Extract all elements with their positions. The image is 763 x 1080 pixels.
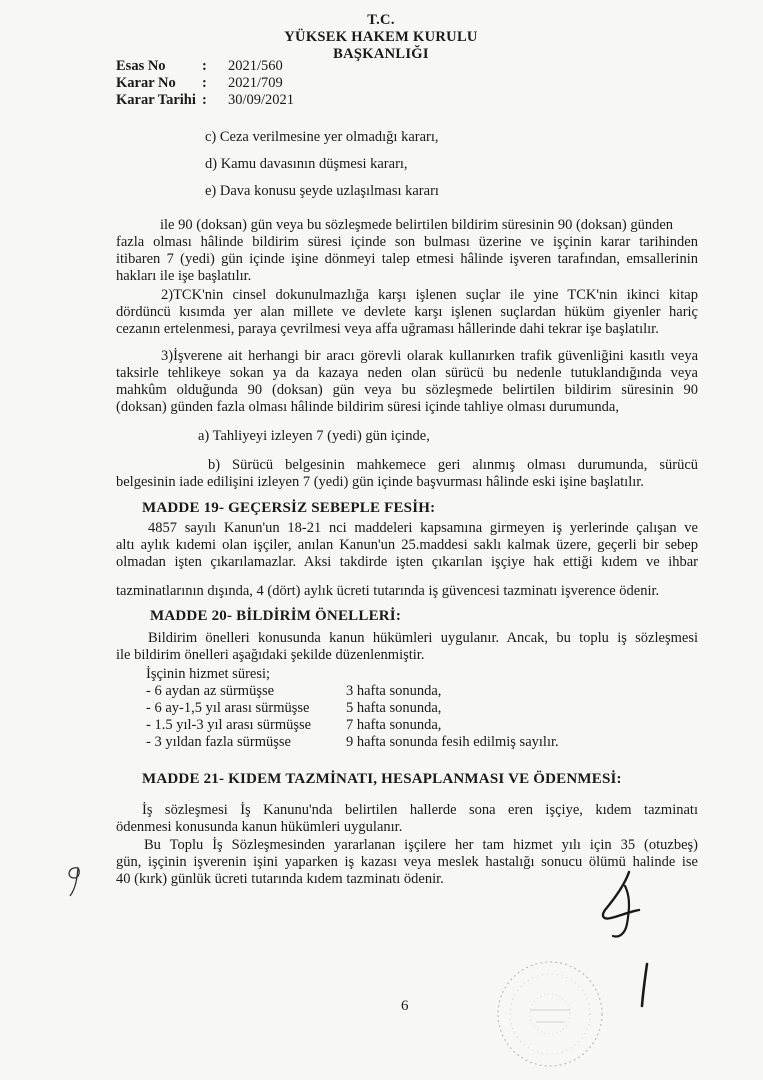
meta-sep: : (202, 58, 207, 74)
notice-period: - 6 ay-1,5 yıl arası sürmüşse (146, 700, 310, 716)
notice-duration: 7 hafta sonunda, (346, 717, 442, 733)
madde20-line: Bildirim önelleri konusunda kanun hükümleri uygulanır. Ancak, bu toplu iş sözleşmesi (148, 630, 698, 646)
header-presidency: BAŞKANLIĞI (333, 46, 429, 62)
notice-period: - 6 aydan az sürmüşse (146, 683, 275, 699)
madde21-p1-line: ödenmesi konusunda kanun hükümleri uygulanır. (116, 819, 403, 835)
madde21-p2-line: Bu Toplu İş Sözleşmesinden yararlanan işçilere her tam hizmet yılı için 35 (otuzbeş) (144, 837, 698, 853)
meta-label: Karar No (116, 75, 176, 91)
meta-decision-no (116, 75, 283, 92)
page-number: 6 (401, 998, 409, 1014)
meta-value: 2021/560 (228, 58, 283, 74)
para2-line: dördüncü kısımda yer alan millete ve devlete karşı işlenen suçlardan hüküm giyenler hariç (116, 304, 698, 320)
notice-row (146, 717, 441, 734)
para3-line: taksirle tehlikeye sokan ya da kazaya neden olan sürücü bu nedenle tutuklandığında veya (116, 365, 698, 381)
para3-line: 3)İşverene ait herhangi bir aracı görevli olarak kullanırken trafik güvenliğini kasıtlı veya (161, 348, 698, 364)
para3-line: mahkûm olduğunda 90 (doksan) gün veya bu sözleşmede belirtilen bildirim süresinin 90 (116, 382, 698, 398)
notice-duration: 9 hafta sonunda fesih edilmiş sayılır. (346, 734, 559, 750)
notice-period: - 1.5 yıl-3 yıl arası sürmüşse (146, 717, 312, 733)
list-item-e: e) Dava konusu şeyde uzlaşılması kararı (205, 183, 439, 199)
para2-line: cezanın ertelenmesi, paraya çevrilmesi veya affa uğraması hâllerinde dahi tekrar işe başlatılır. (116, 321, 659, 337)
meta-sep: : (202, 75, 207, 91)
service-label: İşçinin hizmet süresi; (146, 666, 271, 682)
notice-period: - 3 yıldan fazla sürmüşse (146, 734, 291, 750)
para1-line: fazla olması hâlinde bildirim süresi içinde son bulması üzerine ve işçinin karar tarihinden (116, 234, 698, 250)
notice-row (146, 734, 559, 751)
meta-case-no (116, 58, 283, 75)
meta-sep: : (202, 92, 207, 108)
list-item-a: a) Tahliyeyi izleyen 7 (yedi) gün içinde, (198, 428, 430, 444)
meta-value: 2021/709 (228, 75, 283, 91)
meta-value: 30/09/2021 (228, 92, 295, 108)
madde20-line: ile bildirim önelleri aşağıdaki şekilde düzenlenmiştir. (116, 647, 425, 663)
madde21-p2-line: 40 (kırk) günlük ücreti tutarında kıdem tazminatı ödenir. (116, 871, 444, 887)
notice-row (146, 700, 441, 717)
list-item-c: c) Ceza verilmesine yer olmadığı kararı, (205, 129, 439, 145)
madde19-title: MADDE 19- GEÇERSİZ SEBEPLE FESİH: (142, 500, 436, 516)
para3-line: (doksan) günden fazla olması hâlinde bildirim süresi içinde tahliye olması durumunda, (116, 399, 619, 415)
madde19-line: altı aylık kıdemi olan işçiler, anılan Kanun'un 25.maddesi saklı kalmak üzere, geçerli bir sebep (116, 537, 698, 553)
meta-decision-date (116, 92, 294, 109)
madde21-title: MADDE 21- KIDEM TAZMİNATI, HESAPLANMASI VE ÖDENMESİ: (142, 771, 622, 787)
faded-seal (470, 952, 630, 1072)
madde19-line: olmadan işten çıkarılamazlar. Aksi takdirde işten çıkarılan işçiye hak ettiği kıdem ve ihbar (116, 554, 698, 570)
header-tc: T.C. (367, 12, 395, 28)
list-item-d: d) Kamu davasının düşmesi kararı, (205, 156, 408, 172)
para1-line: itibaren 7 (yedi) gün içinde işine dönmeyi talep etmesi hâlinde işveren tarafından, emsallerinin (116, 251, 698, 267)
madde21-p2-line: gün, işçinin işverenin işini yaparken iş kazası veya meslek hastalığı sonucu ölümü halinde ise (116, 854, 698, 870)
margin-handwritten-mark (60, 862, 90, 902)
madde19-line: tazminatlarının dışında, 4 (dört) aylık ücreti tutarında iş güvencesi tazminatı işverence ödenir. (116, 583, 660, 599)
notice-duration: 5 hafta sonunda, (346, 700, 442, 716)
notice-duration: 3 hafta sonunda, (346, 683, 442, 699)
notice-row (146, 683, 441, 700)
para1-line: ile 90 (doksan) gün veya bu sözleşmede belirtilen bildirim süresinin 90 (doksan) günden (160, 217, 674, 233)
list-item-b-cont: belgesinin iade edilişini izleyen 7 (yedi) gün içinde başvurması hâlinde eski işine başlatılır. (116, 474, 644, 490)
list-item-b: b) Sürücü belgesinin mahkemece geri alınmış olması durumunda, sürücü (208, 457, 698, 473)
madde20-title: MADDE 20- BİLDİRİM ÖNELLERİ: (150, 608, 402, 624)
header-institution: YÜKSEK HAKEM KURULU (284, 29, 478, 45)
meta-label: Karar Tarihi (116, 92, 196, 108)
para2-line: 2)TCK'nin cinsel dokunulmazlığa karşı işlenen suçlar ile yine TCK'nin ikinci kitap (161, 287, 698, 303)
para1-line: hakları ile işe başlatılır. (116, 268, 252, 284)
meta-label: Esas No (116, 58, 166, 74)
madde21-p1-line: İş sözleşmesi İş Kanunu'nda belirtilen hallerde sona eren işçiye, kıdem tazminatı (142, 802, 698, 818)
madde19-line: 4857 sayılı Kanun'un 18-21 nci maddeleri kapsamına girmeyen iş yerlerinde çalışan ve (148, 520, 698, 536)
